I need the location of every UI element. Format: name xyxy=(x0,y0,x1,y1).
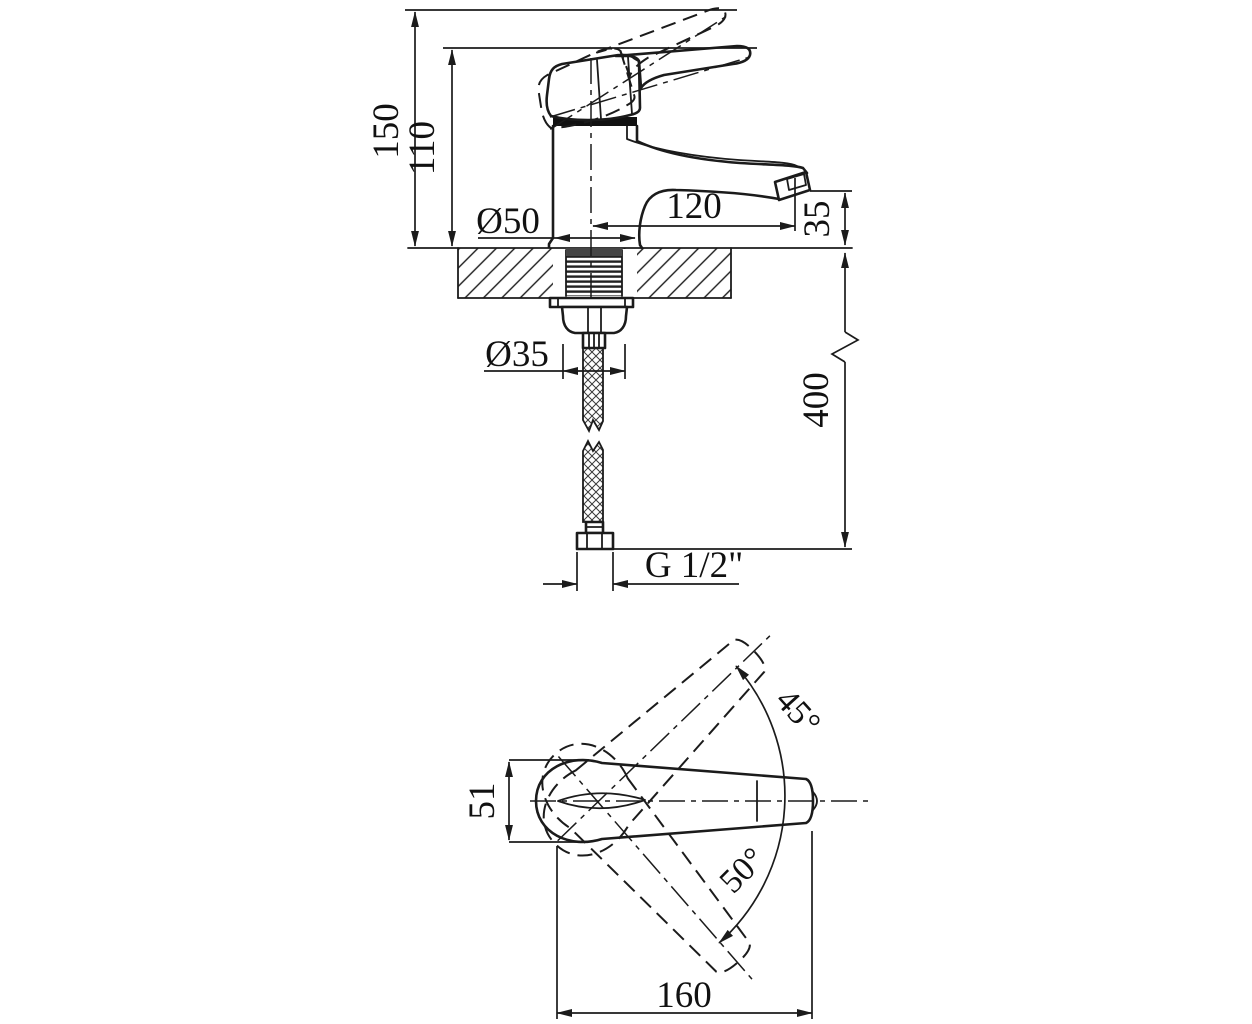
faucet-body xyxy=(549,117,810,248)
dimension-g12 xyxy=(543,545,743,591)
handle-cap xyxy=(547,55,640,120)
side-view xyxy=(366,6,858,591)
dimension-35 xyxy=(797,191,852,245)
countertop xyxy=(408,248,852,298)
top-view xyxy=(462,606,872,1019)
hose-end-nut xyxy=(577,533,613,549)
dim-label-400: 400 xyxy=(796,372,837,428)
dim-label-d35: Ø35 xyxy=(485,334,549,375)
dim-label-g12: G 1/2" xyxy=(644,545,744,586)
dim-label-120: 120 xyxy=(666,186,722,227)
threaded-shank xyxy=(566,251,622,296)
body-left-edge xyxy=(549,126,553,247)
dim-label-45deg: 45° xyxy=(768,681,828,743)
mounting-hardware xyxy=(550,298,633,348)
mounting-nut xyxy=(562,307,627,333)
dim-label-51: 51 xyxy=(462,782,503,820)
dim-label-35: 35 xyxy=(797,200,838,238)
base-gasket xyxy=(566,248,622,256)
dim-label-d50: Ø50 xyxy=(476,201,540,242)
dim-label-160: 160 xyxy=(656,975,712,1016)
dim-label-50deg: 50° xyxy=(712,840,773,901)
washer xyxy=(550,298,633,307)
dim-label-150: 150 xyxy=(366,103,407,159)
faucet-handle xyxy=(547,46,751,120)
dim-label-110: 110 xyxy=(402,120,443,176)
dimension-400 xyxy=(796,253,858,547)
